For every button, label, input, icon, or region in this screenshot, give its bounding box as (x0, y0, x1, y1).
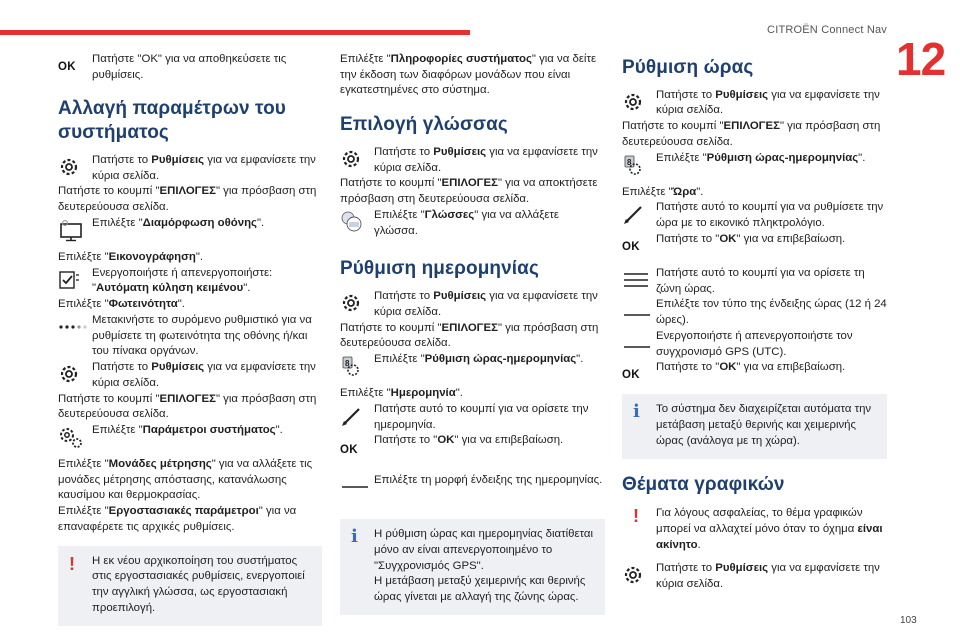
step-settings-2: Πατήστε το Ρυθμίσεις για να εμφανίσετε την κύρια σελίδα. (58, 360, 322, 391)
step-date-format: Επιλέξτε τη μορφή ένδειξης της ημερομηνίας. (340, 473, 605, 501)
step-datetime: 8 Επιλέξτε "Ρύθμιση ώρας-ημερομηνίας". (340, 352, 605, 380)
column-2 (340, 52, 605, 623)
format-line-icon (622, 297, 656, 325)
step-datetime: 8 Επιλέξτε "Ρύθμιση ώρας-ημερομηνίας". (622, 151, 887, 179)
step-system-params: Επιλέξτε "Παράμετροι συστήματος". (58, 423, 322, 451)
ok-button-icon: OK (58, 61, 76, 74)
chapter-number: 12 (896, 33, 946, 85)
page-number: 103 (900, 615, 917, 626)
timezone-list-icon (622, 266, 656, 294)
settings-gear-icon (58, 153, 92, 181)
paragraph-brightness: Επιλέξτε "Φωτεινότητα". (58, 298, 185, 311)
svg-text:8: 8 (627, 157, 632, 167)
step-timezone: Πατήστε αυτό το κουμπί για να ορίσετε τη ζώνη ώρας. (622, 266, 887, 297)
display-settings-icon (58, 216, 92, 244)
step-settings-2: Πατήστε το Ρυθμίσεις για να εμφανίσετε την κύρια σελίδα. (622, 561, 887, 592)
format-line-icon (622, 329, 656, 357)
step-settings: Πατήστε το Ρυθμίσεις για να εμφανίσετε την κύρια σελίδα. (58, 153, 322, 184)
ok-button-icon: OK (622, 369, 640, 382)
section-heading-system-params: Αλλαγή παραμέτρων του συστήματος (58, 98, 286, 144)
paragraph-illustration: Επιλέξτε "Εικονογράφηση". (58, 250, 204, 263)
section-heading-language: Επιλογή γλώσσας (340, 114, 508, 136)
section-heading-time: Ρύθμιση ώρας (622, 57, 754, 78)
edit-pencil-icon (340, 402, 374, 430)
autoscroll-text-icon (58, 266, 92, 294)
paragraph-options: Πατήστε το κουμπί "ΕΠΙΛΟΓΕΣ" για πρόσβαση στη δευτερεύουσα σελίδα. (622, 120, 881, 148)
step-ok-confirm-2: OK Πατήστε το "OK" για να επιβεβαίωση. (622, 360, 887, 384)
format-line-icon (340, 473, 374, 501)
paragraph-date: Επιλέξτε "Ημερομηνία". (340, 387, 463, 400)
ok-button-icon: OK (622, 241, 640, 254)
step-display-config: Επιλέξτε "Διαμόρφωση οθόνης". (58, 216, 322, 244)
settings-gear-icon (622, 561, 656, 589)
step-ok-save (58, 52, 322, 83)
settings-gear-icon (58, 360, 92, 388)
step-languages: Επιλέξτε "Γλώσσες" για να αλλάξετε γλώσσα. (340, 208, 605, 239)
brightness-slider-icon (58, 313, 92, 341)
step-ok-confirm: OK Πατήστε το "OK" για να επιβεβαίωση. (622, 232, 887, 256)
warning-icon: ! (69, 553, 75, 574)
step-autoscroll: Ενεργοποιήστε ή απενεργοποιήστε: "Αυτόματη κύληση κειμένου". (58, 266, 322, 297)
paragraph-factory: Επιλέξτε "Εργοστασιακές παράμετροι" για να επαναφέρετε τις αρχικές ρυθμίσεις. (58, 505, 297, 533)
datetime-settings-icon (622, 151, 656, 179)
info-note-gps: i Η ρύθμιση ώρας και ημερομηνίας διατίθεται μόνο αν είναι απενεργοποιημένο το "Συγχρονισμός GPS". Η μετάβαση μεταξύ χειμερινής και θερινής ώρας γίνεται με αλλαγή της ζώνης ώρας. (340, 519, 605, 615)
step-time-format: Επιλέξτε τον τύπο της ένδειξης ώρας (12 ή 24 ώρες). (622, 297, 887, 328)
ok-button-icon: OK (340, 444, 358, 457)
header-title: CITROËN Connect Nav (767, 24, 887, 36)
info-icon: i (351, 526, 358, 548)
paragraph-units: Επιλέξτε "Μονάδες μέτρησης" για να αλλάξετε τις μονάδες μέτρησης απόστασης, κατανάλωσης καυσίμου και θερμοκρασίας. (58, 457, 313, 502)
section-heading-date: Ρύθμιση ημερομηνίας (340, 258, 539, 280)
column-3 (622, 52, 887, 593)
paragraph-options: Πατήστε το κουμπί "ΕΠΙΛΟΓΕΣ" για να αποκτήσετε πρόσβαση στη δευτερεύουσα σελίδα. (340, 177, 598, 206)
edit-pencil-icon (622, 200, 656, 228)
section-heading-themes: Θέματα γραφικών (622, 473, 785, 495)
info-icon: i (633, 401, 640, 423)
paragraph-time: Επιλέξτε "Ώρα". (622, 185, 704, 198)
language-flag-icon (340, 208, 374, 236)
step-set-date: Πατήστε αυτό το κουμπί για να ορίσετε την ημερομηνία. (340, 402, 605, 433)
datetime-settings-icon (340, 352, 374, 380)
step-set-time: Πατήστε αυτό το κουμπί για να ρυθμίσετε την ώρα με το εικονικό πληκτρολόγιο. (622, 200, 887, 231)
paragraph-options: Πατήστε το κουμπί "ΕΠΙΛΟΓΕΣ" για πρόσβαση στη δευτερεύουσα σελίδα. (58, 185, 317, 214)
step-settings: Πατήστε το Ρυθμίσεις για να εμφανίσετε την κύρια σελίδα. (622, 88, 887, 119)
settings-gear-icon (622, 88, 656, 116)
step-ok-confirm: OK Πατήστε το "OK" για να επιβεβαίωση. (340, 433, 605, 459)
step-settings-2: Πατήστε το Ρυθμίσεις για να εμφανίσετε την κύρια σελίδα. (340, 289, 605, 320)
step-text: Πατήστε "ΟΚ" για να αποθηκεύσετε τις ρυθμίσεις. (92, 53, 287, 81)
paragraph-options-2: Πατήστε το κουμπί "ΕΠΙΛΟΓΕΣ" για πρόσβαση στη δευτερεύουσα σελίδα. (340, 321, 599, 350)
settings-gear-icon (340, 289, 374, 317)
svg-text:8: 8 (345, 359, 350, 369)
warning-note-themes: ! Για λόγους ασφαλείας, το θέμα γραφικών μπορεί να αλλαχτεί μόνο όταν το όχημα είναι ακίνητο. (633, 506, 883, 551)
step-settings: Πατήστε το Ρυθμίσεις για να εμφανίσετε την κύρια σελίδα. (340, 145, 605, 176)
paragraph-system-info: Επιλέξτε "Πληροφορίες συστήματος" για να δείτε την έκδοση των διαφόρων μονάδων που είναι εγκατεστημένες στο σύστημα. (340, 53, 597, 97)
paragraph-options-2: Πατήστε το κουμπί "ΕΠΙΛΟΓΕΣ" για πρόσβαση στη δευτερεύουσα σελίδα. (58, 392, 317, 421)
column-1 (58, 52, 322, 634)
info-note-dst: i Το σύστημα δεν διαχειρίζεται αυτόματα την μετάβαση μεταξύ θερινής και χειμερινής ώρας (ανάλογα με τη χώρα). (622, 394, 887, 458)
header-accent-bar (0, 30, 470, 35)
step-brightness-slider: Μετακινήστε το συρόμενο ρυθμιστικό για να ρυθμίσετε τη φωτεινότητα της οθόνης ή/και του πίνακα οργάνων. (58, 313, 322, 360)
system-settings-icon (58, 423, 92, 451)
warning-note-reset: ! Η εκ νέου αρχικοποίηση του συστήματος στις εργοστασιακές ρυθμίσεις, ενεργοποιεί την αγγλική γλώσσα, ως εργοστασιακή προεπιλογή. (58, 546, 322, 626)
warning-icon: ! (633, 506, 639, 527)
settings-gear-icon (340, 145, 374, 173)
step-gps-sync: Ενεργοποιήστε ή απενεργοποιήστε τον συγχρονισμό GPS (UTC). (622, 329, 887, 360)
